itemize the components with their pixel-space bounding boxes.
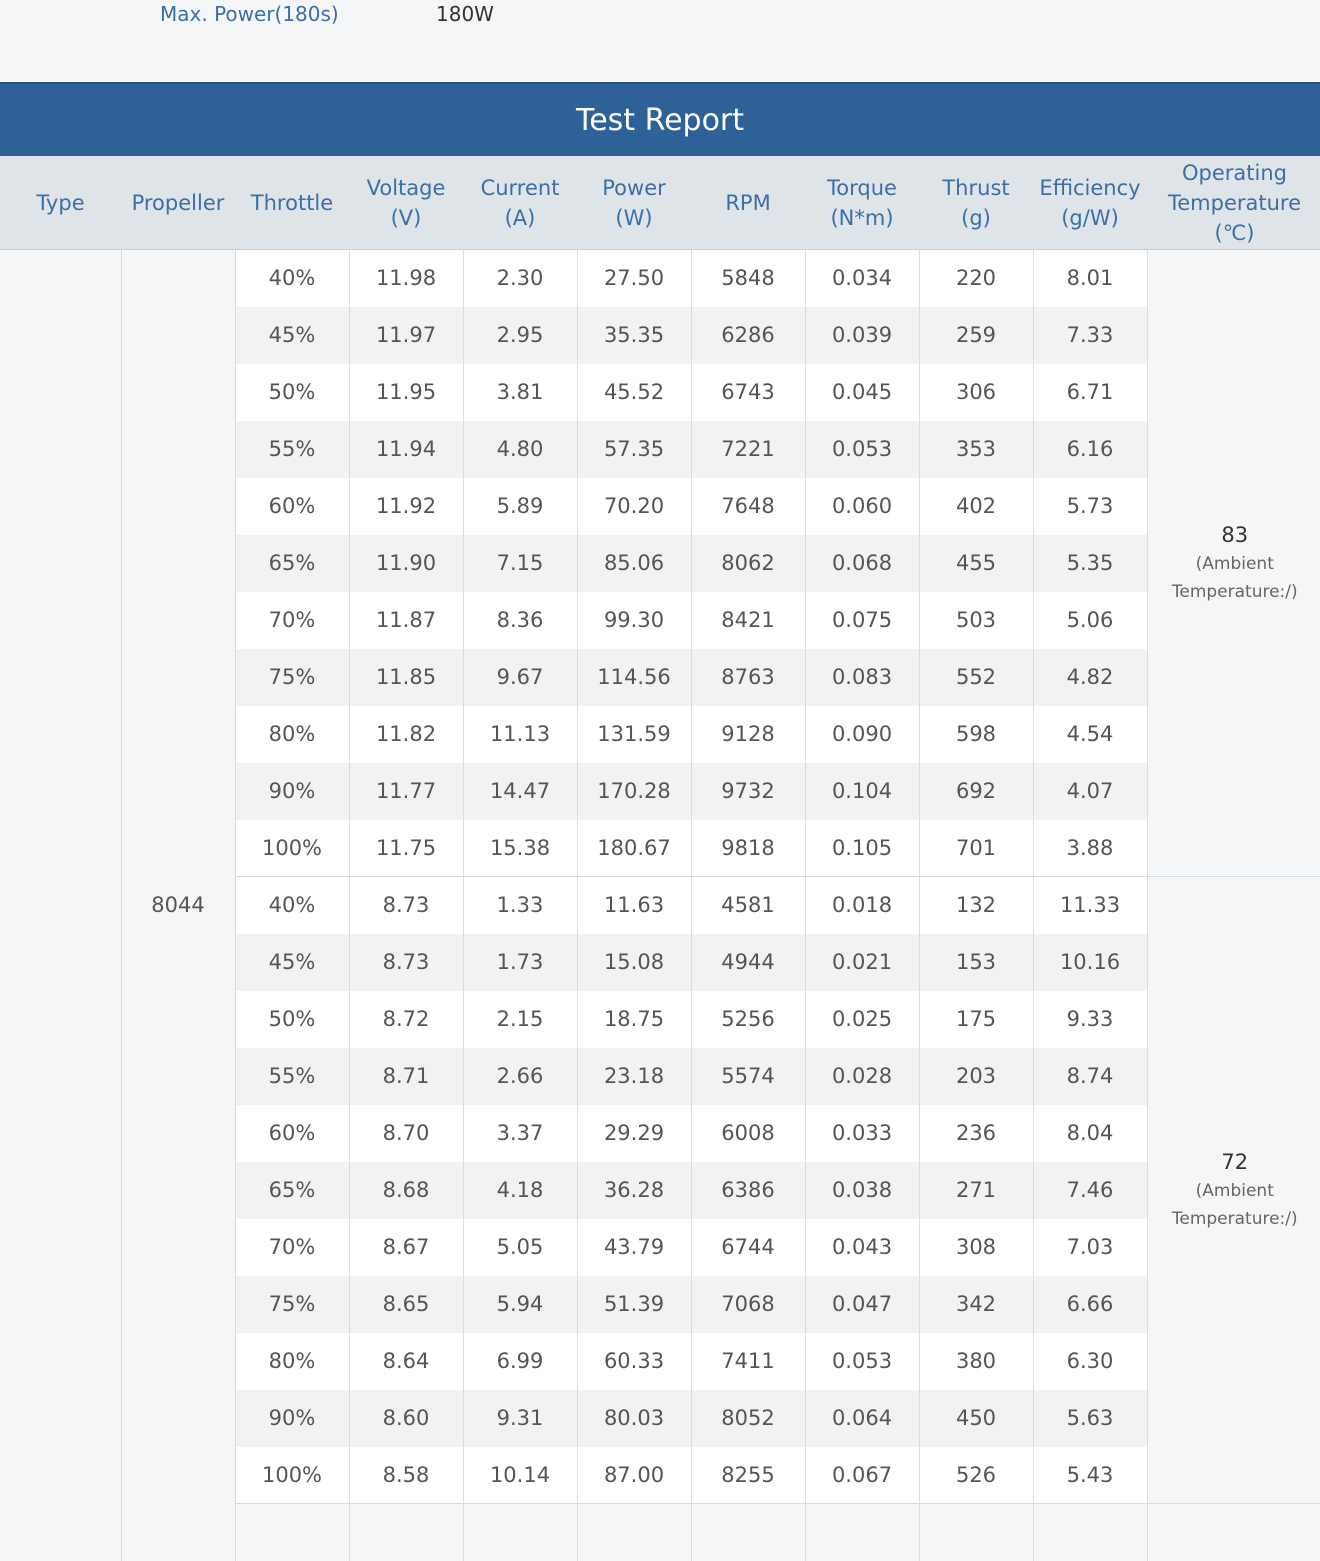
cell-torque: 0.018 [805, 877, 919, 934]
cell-throttle: 40% [235, 250, 349, 307]
column-header-rpm [691, 156, 805, 250]
cell-voltage: 11.90 [349, 535, 463, 592]
table-header [0, 156, 1320, 250]
cell-thrust: 380 [919, 1333, 1033, 1390]
cell-power: 23.18 [577, 1048, 691, 1105]
temperature-value: 72 [1148, 1147, 1320, 1177]
cell-current: 8.36 [463, 592, 577, 649]
cell-voltage: 8.70 [349, 1105, 463, 1162]
cell-thrust: 271 [919, 1162, 1033, 1219]
cell-torque: 0.053 [805, 1333, 919, 1390]
empty-cell [691, 1504, 805, 1561]
cell-torque: 0.104 [805, 763, 919, 820]
cell-efficiency: 7.46 [1033, 1162, 1147, 1219]
cell-throttle: 70% [235, 592, 349, 649]
cell-rpm: 6286 [691, 307, 805, 364]
cell-current: 7.15 [463, 535, 577, 592]
cell-voltage: 11.85 [349, 649, 463, 706]
cell-rpm: 5848 [691, 250, 805, 307]
cell-efficiency: 6.30 [1033, 1333, 1147, 1390]
cell-power: 180.67 [577, 820, 691, 877]
cell-rpm: 9732 [691, 763, 805, 820]
cell-current: 4.80 [463, 421, 577, 478]
cell-efficiency: 7.33 [1033, 307, 1147, 364]
empty-cell [577, 1504, 691, 1561]
cell-power: 43.79 [577, 1219, 691, 1276]
cell-thrust: 552 [919, 649, 1033, 706]
column-header-current [463, 156, 577, 250]
operating-temperature-cell [1147, 250, 1320, 877]
cell-efficiency: 5.35 [1033, 535, 1147, 592]
cell-torque: 0.021 [805, 934, 919, 991]
cell-voltage: 11.92 [349, 478, 463, 535]
column-header-type [0, 156, 121, 250]
column-header-efficiency [1033, 156, 1147, 250]
empty-cell [463, 1504, 577, 1561]
cell-rpm: 9128 [691, 706, 805, 763]
cell-power: 131.59 [577, 706, 691, 763]
column-header-thrust [919, 156, 1033, 250]
cell-torque: 0.064 [805, 1390, 919, 1447]
report-banner [0, 82, 1320, 156]
cell-voltage: 8.58 [349, 1447, 463, 1504]
cell-efficiency: 3.88 [1033, 820, 1147, 877]
cell-throttle: 60% [235, 478, 349, 535]
cell-current: 5.89 [463, 478, 577, 535]
column-header-line: Current [463, 173, 577, 203]
cell-current: 15.38 [463, 820, 577, 877]
cell-torque: 0.047 [805, 1276, 919, 1333]
ambient-temperature-note: Temperature:/) [1148, 1205, 1320, 1233]
cell-current: 2.30 [463, 250, 577, 307]
cell-power: 114.56 [577, 649, 691, 706]
cell-torque: 0.025 [805, 991, 919, 1048]
propeller-cell: 8044 [121, 250, 235, 1561]
cell-torque: 0.090 [805, 706, 919, 763]
operating-temperature-cell [1147, 877, 1320, 1504]
cell-rpm: 7221 [691, 421, 805, 478]
cell-efficiency: 11.33 [1033, 877, 1147, 934]
cell-torque: 0.034 [805, 250, 919, 307]
cell-current: 9.67 [463, 649, 577, 706]
cell-current: 2.15 [463, 991, 577, 1048]
cell-torque: 0.045 [805, 364, 919, 421]
column-header-torque [805, 156, 919, 250]
cell-torque: 0.033 [805, 1105, 919, 1162]
cell-current: 3.81 [463, 364, 577, 421]
cell-power: 35.35 [577, 307, 691, 364]
cell-throttle: 70% [235, 1219, 349, 1276]
cell-efficiency: 6.16 [1033, 421, 1147, 478]
cell-torque: 0.053 [805, 421, 919, 478]
cell-thrust: 402 [919, 478, 1033, 535]
column-header-line: (℃) [1147, 218, 1320, 248]
cell-throttle: 90% [235, 1390, 349, 1447]
ambient-temperature-note: Temperature:/) [1148, 578, 1320, 606]
column-header-power [577, 156, 691, 250]
cell-voltage: 8.64 [349, 1333, 463, 1390]
cell-rpm: 8052 [691, 1390, 805, 1447]
cell-rpm: 4944 [691, 934, 805, 991]
column-header-voltage [349, 156, 463, 250]
cell-power: 70.20 [577, 478, 691, 535]
cell-throttle: 50% [235, 991, 349, 1048]
cell-power: 99.30 [577, 592, 691, 649]
cell-power: 170.28 [577, 763, 691, 820]
cell-voltage: 8.73 [349, 934, 463, 991]
empty-cell [1147, 1504, 1320, 1561]
cell-torque: 0.083 [805, 649, 919, 706]
cell-thrust: 503 [919, 592, 1033, 649]
cell-voltage: 8.60 [349, 1390, 463, 1447]
cell-rpm: 5574 [691, 1048, 805, 1105]
cell-torque: 0.039 [805, 307, 919, 364]
cell-rpm: 6386 [691, 1162, 805, 1219]
cell-rpm: 9818 [691, 820, 805, 877]
cell-rpm: 8421 [691, 592, 805, 649]
cell-rpm: 6744 [691, 1219, 805, 1276]
cell-throttle: 90% [235, 763, 349, 820]
cell-efficiency: 4.07 [1033, 763, 1147, 820]
column-header-line: (V) [349, 203, 463, 233]
cell-efficiency: 4.82 [1033, 649, 1147, 706]
cell-current: 5.94 [463, 1276, 577, 1333]
cell-throttle: 80% [235, 706, 349, 763]
cell-thrust: 450 [919, 1390, 1033, 1447]
column-header-line: (A) [463, 203, 577, 233]
cell-power: 15.08 [577, 934, 691, 991]
cell-throttle: 65% [235, 1162, 349, 1219]
column-header-operating-temperature [1147, 156, 1320, 250]
column-header-line: (W) [577, 203, 691, 233]
report-title: Test Report [576, 103, 744, 138]
cell-current: 6.99 [463, 1333, 577, 1390]
cell-rpm: 5256 [691, 991, 805, 1048]
cell-throttle: 75% [235, 1276, 349, 1333]
cell-rpm: 7411 [691, 1333, 805, 1390]
test-report-table [0, 156, 1320, 1561]
cell-voltage: 8.68 [349, 1162, 463, 1219]
cell-current: 3.37 [463, 1105, 577, 1162]
cell-efficiency: 8.04 [1033, 1105, 1147, 1162]
cell-throttle: 65% [235, 535, 349, 592]
cell-current: 1.33 [463, 877, 577, 934]
column-header-line: Voltage [349, 173, 463, 203]
cell-current: 9.31 [463, 1390, 577, 1447]
cell-voltage: 11.75 [349, 820, 463, 877]
cell-thrust: 692 [919, 763, 1033, 820]
cell-throttle: 60% [235, 1105, 349, 1162]
cell-throttle: 55% [235, 421, 349, 478]
cell-rpm: 6743 [691, 364, 805, 421]
empty-cell [919, 1504, 1033, 1561]
spec-row [0, 0, 1320, 82]
cell-voltage: 11.87 [349, 592, 463, 649]
cell-power: 51.39 [577, 1276, 691, 1333]
column-header-throttle [235, 156, 349, 250]
cell-rpm: 8255 [691, 1447, 805, 1504]
cell-torque: 0.028 [805, 1048, 919, 1105]
cell-voltage: 11.94 [349, 421, 463, 478]
cell-thrust: 455 [919, 535, 1033, 592]
column-header-line: Operating [1147, 158, 1320, 188]
cell-torque: 0.060 [805, 478, 919, 535]
cell-current: 1.73 [463, 934, 577, 991]
column-header-line: RPM [691, 188, 805, 218]
empty-cell [349, 1504, 463, 1561]
cell-throttle: 45% [235, 934, 349, 991]
cell-thrust: 203 [919, 1048, 1033, 1105]
cell-torque: 0.068 [805, 535, 919, 592]
cell-throttle: 75% [235, 649, 349, 706]
cell-efficiency: 4.54 [1033, 706, 1147, 763]
cell-rpm: 6008 [691, 1105, 805, 1162]
type-cell [0, 250, 121, 1561]
cell-efficiency: 6.66 [1033, 1276, 1147, 1333]
cell-power: 18.75 [577, 991, 691, 1048]
cell-voltage: 8.67 [349, 1219, 463, 1276]
header-row [0, 156, 1320, 250]
cell-throttle: 45% [235, 307, 349, 364]
cell-voltage: 8.72 [349, 991, 463, 1048]
column-header-line: Temperature [1147, 188, 1320, 218]
cell-rpm: 8062 [691, 535, 805, 592]
cell-torque: 0.105 [805, 820, 919, 877]
cell-rpm: 7648 [691, 478, 805, 535]
cell-thrust: 220 [919, 250, 1033, 307]
empty-cell [235, 1504, 349, 1561]
cell-efficiency: 5.63 [1033, 1390, 1147, 1447]
column-header-line: (N*m) [805, 203, 919, 233]
cell-voltage: 11.97 [349, 307, 463, 364]
cell-current: 10.14 [463, 1447, 577, 1504]
cell-efficiency: 8.01 [1033, 250, 1147, 307]
cell-efficiency: 5.06 [1033, 592, 1147, 649]
table-row [0, 250, 1320, 307]
cell-voltage: 11.77 [349, 763, 463, 820]
cell-rpm: 7068 [691, 1276, 805, 1333]
cell-throttle: 40% [235, 877, 349, 934]
cell-rpm: 8763 [691, 649, 805, 706]
cell-thrust: 353 [919, 421, 1033, 478]
cell-power: 57.35 [577, 421, 691, 478]
column-header-line: Throttle [235, 188, 349, 218]
column-header-propeller [121, 156, 235, 250]
cell-rpm: 4581 [691, 877, 805, 934]
cell-throttle: 55% [235, 1048, 349, 1105]
cell-voltage: 8.73 [349, 877, 463, 934]
cell-power: 45.52 [577, 364, 691, 421]
cell-thrust: 153 [919, 934, 1033, 991]
cell-thrust: 259 [919, 307, 1033, 364]
cell-current: 11.13 [463, 706, 577, 763]
cell-thrust: 526 [919, 1447, 1033, 1504]
cell-current: 2.66 [463, 1048, 577, 1105]
cell-power: 85.06 [577, 535, 691, 592]
cell-power: 11.63 [577, 877, 691, 934]
cell-efficiency: 5.43 [1033, 1447, 1147, 1504]
cell-current: 4.18 [463, 1162, 577, 1219]
cell-throttle: 50% [235, 364, 349, 421]
column-header-line: Efficiency [1033, 173, 1147, 203]
cell-thrust: 236 [919, 1105, 1033, 1162]
cell-voltage: 8.65 [349, 1276, 463, 1333]
column-header-line: (g) [919, 203, 1033, 233]
cell-power: 27.50 [577, 250, 691, 307]
column-header-line: Propeller [121, 188, 235, 218]
cell-thrust: 175 [919, 991, 1033, 1048]
ambient-temperature-note: (Ambient [1148, 550, 1320, 578]
cell-power: 36.28 [577, 1162, 691, 1219]
cell-thrust: 308 [919, 1219, 1033, 1276]
cell-power: 87.00 [577, 1447, 691, 1504]
cell-efficiency: 9.33 [1033, 991, 1147, 1048]
cell-voltage: 8.71 [349, 1048, 463, 1105]
empty-cell [805, 1504, 919, 1561]
cell-throttle: 100% [235, 820, 349, 877]
cell-current: 5.05 [463, 1219, 577, 1276]
cell-throttle: 100% [235, 1447, 349, 1504]
temperature-value: 83 [1148, 520, 1320, 550]
cell-voltage: 11.95 [349, 364, 463, 421]
cell-efficiency: 5.73 [1033, 478, 1147, 535]
cell-efficiency: 6.71 [1033, 364, 1147, 421]
cell-torque: 0.043 [805, 1219, 919, 1276]
cell-thrust: 701 [919, 820, 1033, 877]
cell-current: 14.47 [463, 763, 577, 820]
cell-thrust: 306 [919, 364, 1033, 421]
cell-voltage: 11.98 [349, 250, 463, 307]
empty-cell [1033, 1504, 1147, 1561]
column-header-line: Type [0, 188, 121, 218]
table-body [0, 250, 1320, 1561]
cell-throttle: 80% [235, 1333, 349, 1390]
cell-power: 80.03 [577, 1390, 691, 1447]
column-header-line: Torque [805, 173, 919, 203]
cell-voltage: 11.82 [349, 706, 463, 763]
column-header-line: Power [577, 173, 691, 203]
spec-label: Max. Power(180s) [160, 0, 339, 28]
cell-power: 60.33 [577, 1333, 691, 1390]
column-header-line: Thrust [919, 173, 1033, 203]
cell-thrust: 342 [919, 1276, 1033, 1333]
cell-torque: 0.075 [805, 592, 919, 649]
cell-thrust: 598 [919, 706, 1033, 763]
cell-torque: 0.038 [805, 1162, 919, 1219]
cell-efficiency: 10.16 [1033, 934, 1147, 991]
cell-efficiency: 8.74 [1033, 1048, 1147, 1105]
cell-power: 29.29 [577, 1105, 691, 1162]
spec-value: 180W [436, 0, 494, 28]
cell-thrust: 132 [919, 877, 1033, 934]
cell-torque: 0.067 [805, 1447, 919, 1504]
cell-efficiency: 7.03 [1033, 1219, 1147, 1276]
cell-current: 2.95 [463, 307, 577, 364]
ambient-temperature-note: (Ambient [1148, 1177, 1320, 1205]
column-header-line: (g/W) [1033, 203, 1147, 233]
